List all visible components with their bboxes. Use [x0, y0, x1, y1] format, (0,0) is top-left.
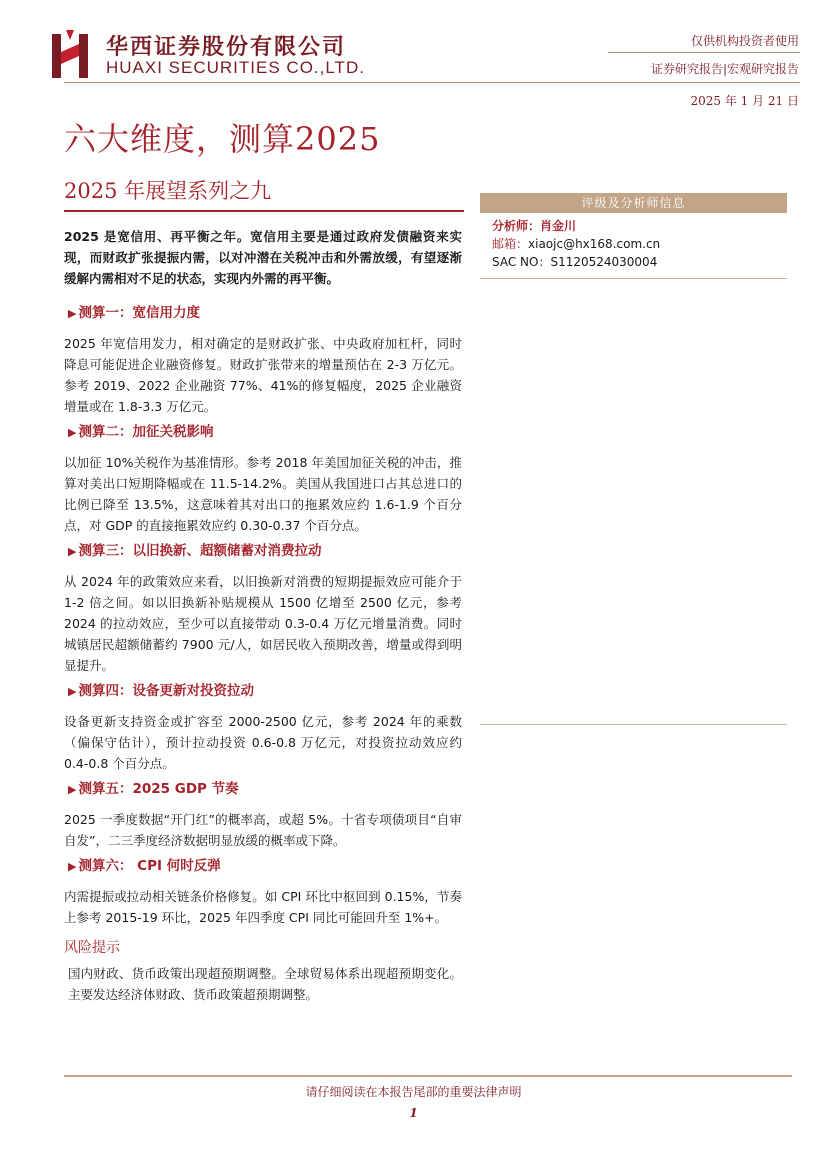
- risk-body: 国内财政、货币政策出现超预期调整。全球贸易体系出现超预期变化。主要发达经济体财政、货币政策超预期调整。: [68, 966, 462, 1002]
- section-6-heading: ▶ 测算六： CPI 何时反弹: [68, 858, 221, 874]
- analyst-name: 肖金川: [540, 219, 577, 233]
- company-name-cn: 华西证券股份有限公司: [106, 35, 347, 60]
- company-name-en: HUAXI SECURITIES CO.,LTD.: [106, 58, 365, 77]
- huaxi-logo-icon: [52, 30, 92, 78]
- analyst-email-link[interactable]: xiaojc@hx168.com.cn: [528, 237, 661, 251]
- header-divider: [608, 52, 800, 53]
- report-type: 证券研究报告|宏观研究报告: [650, 62, 799, 76]
- analyst-email-label: 邮箱：: [492, 237, 529, 251]
- section-1-heading: ▶ 测算一：宽信用力度: [68, 305, 200, 321]
- triangle-bullet-icon: ▶: [68, 545, 77, 558]
- header-rule: [64, 82, 800, 83]
- analyst-name-row: [492, 217, 787, 235]
- analyst-name-label: 分析师：: [492, 219, 541, 233]
- report-title: 六大维度，测算2025: [64, 120, 381, 158]
- section-2-heading: ▶ 测算二：加征关税影响: [68, 424, 214, 440]
- section-3-heading: ▶ 测算三：以旧换新、超额储蓄对消费拉动: [68, 543, 322, 559]
- analyst-sac: SAC NO：S1120524030004: [492, 255, 658, 269]
- section-5-body: 2025 一季度数据“开门红”的概率高，或超 5%。十省专项债项目“自审自发”，二三季度经济数据明显放缓的概率或下降。: [64, 812, 462, 848]
- triangle-bullet-icon: ▶: [68, 783, 77, 796]
- footer-rule: [64, 1075, 792, 1077]
- section-6-body: 内需提振或拉动相关链条价格修复。如 CPI 环比中枢回到 0.15%，节奏上参考 2015-19 环比，2025 年四季度 CPI 同比可能回升至 1%+。: [64, 889, 462, 925]
- audience-note: 仅供机构投资者使用: [690, 34, 799, 48]
- section-3-body: 从 2024 年的政策效应来看，以旧换新对消费的短期提振效应可能介于 1-2 倍之间。如以旧换新补贴规模从 1500 亿增至 2500 亿元，参考 2024 的拉动效应，至少可以直接带动 0.3-0.4 万亿元增量消费。同时城镇居民超额储蓄约 7900 元/人，如居民收入预期改善，增量或得到明显提升。: [64, 574, 462, 673]
- panel-divider-bottom: [480, 724, 787, 725]
- page-number: 1: [409, 1106, 418, 1120]
- analyst-email-row: [492, 235, 787, 253]
- section-2-body: 以加征 10%关税作为基准情形。参考 2018 年美国加征关税的冲击，推算对美出口短期降幅或在 11.5-14.2%。美国从我国进口占其总进口的比例已降至 13.5%，这意味着其对出口的拖累效应约 1.6-1.9 个百分点，对 GDP 的直接拖累效应约 0.30-0.37 个百分点。: [64, 455, 462, 533]
- section-4-heading: ▶ 测算四：设备更新对投资拉动: [68, 683, 254, 699]
- triangle-bullet-icon: ▶: [68, 426, 77, 439]
- panel-divider-top: [480, 278, 787, 279]
- triangle-bullet-icon: ▶: [68, 685, 77, 698]
- main-column: [64, 226, 462, 1005]
- section-5-heading: ▶ 测算五：2025 GDP 节奏: [68, 781, 239, 797]
- risk-heading: 风险提示: [64, 940, 120, 956]
- report-date: 2025 年 1 月 21 日: [690, 94, 799, 108]
- analyst-panel-title: 评级及分析师信息: [480, 193, 787, 213]
- analyst-panel: [480, 193, 787, 271]
- section-4-body: 设备更新支持资金或扩容至 2000-2500 亿元，参考 2024 年的乘数（偏保守估计），预计拉动投资 0.6-0.8 万亿元，对投资拉动效应约 0.4-0.8 个百分点。: [64, 714, 462, 771]
- summary-paragraph: 2025 是宽信用、再平衡之年。宽信用主要是通过政府发债融资来实现，而财政扩张提振内需，以对冲潜在关税冲击和外需放缓，有望逐渐缓解内需相对不足的状态，实现内外需的再平衡。: [64, 229, 462, 286]
- triangle-bullet-icon: ▶: [68, 860, 77, 873]
- triangle-bullet-icon: ▶: [68, 307, 77, 320]
- section-1-body: 2025 年宽信用发力，相对确定的是财政扩张、中央政府加杠杆，同时降息可能促进企业融资修复。财政扩张带来的增量预估在 2-3 万亿元。参考 2019、2022 企业融资 77%、41%的修复幅度，2025 企业融资增量或在 1.8-3.3 万亿元。: [64, 336, 462, 414]
- subtitle-underline: [64, 210, 464, 212]
- report-subtitle: 2025 年展望系列之九: [64, 179, 272, 203]
- footer-disclaimer: 请仔细阅读在本报告尾部的重要法律声明: [305, 1085, 522, 1099]
